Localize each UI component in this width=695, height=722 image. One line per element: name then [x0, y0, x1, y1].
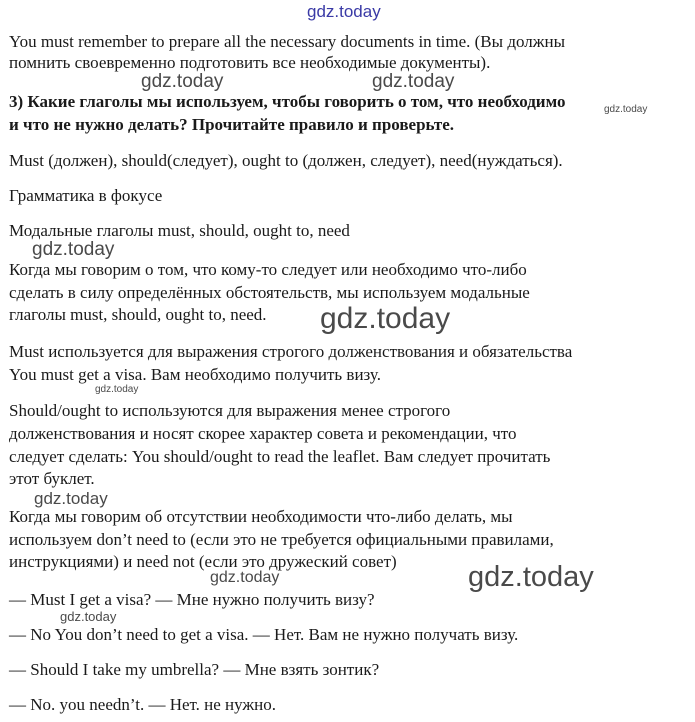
watermark: gdz.today	[32, 239, 115, 260]
text-line: Когда мы говорим об отсутствии необходимости что-либо делать, мы	[9, 507, 513, 526]
watermark: gdz.today	[320, 302, 451, 335]
watermark: gdz.today	[604, 104, 648, 115]
watermark: gdz.today	[34, 489, 108, 508]
text-line: сделать в силу определённых обстоятельств, мы используем модальные	[9, 283, 530, 302]
watermark: gdz.today	[60, 609, 117, 624]
watermark: gdz.today	[468, 561, 594, 593]
watermark: gdz.today	[95, 384, 139, 395]
text-line: Когда мы говорим о том, что кому-то следует или необходимо что-либо	[9, 260, 527, 279]
text-line: You must get a visa. Вам необходимо получить визу.	[9, 365, 381, 384]
example-line: — Must I get a visa? — Мне нужно получить визу?	[9, 590, 375, 609]
text-line: глаголы must, should, ought to, need.	[9, 305, 267, 324]
text-line: Must (должен), should(следует), ought to (должен, следует), need(нуждаться).	[9, 151, 563, 170]
example-line: — No You don’t need to get a visa. — Нет. Вам не нужно получать визу.	[9, 625, 519, 644]
watermark: gdz.today	[141, 71, 224, 92]
text-line: долженствования и носят скорее характер совета и рекомендации, что	[9, 424, 517, 443]
text-line: инструкциями) и need not (если это дружеский совет)	[9, 552, 397, 571]
section-title: Грамматика в фокусе	[9, 186, 163, 205]
watermark-top: gdz.today	[307, 2, 381, 21]
watermark: gdz.today	[210, 569, 280, 586]
text-line: этот буклет.	[9, 469, 95, 488]
text-line: Should/ought to используются для выражения менее строгого	[9, 401, 451, 420]
watermark: gdz.today	[372, 71, 455, 92]
example-line: — Should I take my umbrella? — Мне взять зонтик?	[9, 660, 380, 679]
rule-title: Модальные глаголы must, should, ought to, need	[9, 221, 350, 240]
question-heading: 3) Какие глаголы мы используем, чтобы говорить о том, что необходимо	[9, 92, 566, 111]
text-line: используем don’t need to (если это не требуется официальными правилами,	[9, 530, 554, 549]
text-line: помнить своевременно подготовить все необходимые документы).	[9, 53, 491, 72]
text-line: You must remember to prepare all the necessary documents in time. (Вы должны	[9, 32, 565, 51]
text-line: Must используется для выражения строгого долженствования и обязательства	[9, 342, 573, 361]
question-heading: и что не нужно делать? Прочитайте правило и проверьте.	[9, 115, 455, 134]
example-line: — No. you needn’t. — Нет. не нужно.	[9, 695, 277, 714]
text-line: следует сделать: You should/ought to read the leaflet. Вам следует прочитать	[9, 447, 551, 466]
